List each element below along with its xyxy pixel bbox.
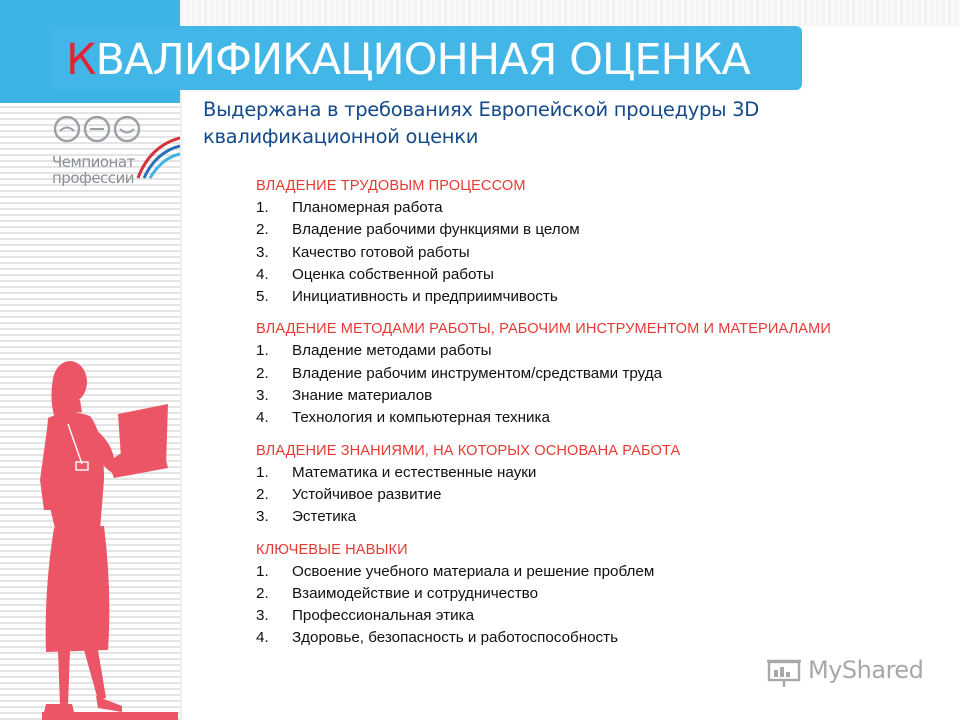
- logo-text: [52, 154, 135, 186]
- item-text: Здоровье, безопасность и работоспособность: [292, 629, 619, 647]
- criteria-section: [256, 539, 936, 650]
- criteria-list: [256, 462, 936, 529]
- item-text: Освоение учебного материала и решение проблем: [292, 562, 655, 580]
- item-number: 1.: [256, 199, 269, 216]
- item-number: 3.: [256, 508, 269, 526]
- item-number: 4.: [256, 265, 269, 283]
- item-text: Профессиональная этика: [292, 607, 475, 625]
- item-number: 5.: [256, 288, 269, 306]
- item-text: Устойчивое развитие: [292, 485, 442, 503]
- item-text: Владение рабочими функциями в целом: [292, 221, 580, 239]
- criteria-section: [256, 318, 936, 429]
- list-item: [256, 242, 936, 264]
- section-heading: ВЛАДЕНИЕ ТРУДОВЫМ ПРОЦЕССОМ: [256, 178, 526, 194]
- item-number: 3.: [256, 607, 269, 625]
- presentation-board-icon: [766, 658, 802, 688]
- top-decor-strip: [180, 0, 960, 26]
- item-number: 4.: [256, 409, 269, 427]
- criteria-content: [256, 175, 936, 660]
- item-text: Владение рабочим инструментом/средствами труда: [292, 364, 663, 382]
- logo-line-2: профессии: [52, 169, 135, 187]
- item-number: 2.: [256, 221, 269, 239]
- list-item: [256, 583, 936, 605]
- item-text: Эстетика: [292, 508, 357, 526]
- item-text: Знание материалов: [292, 387, 433, 405]
- section-heading: ВЛАДЕНИЕ МЕТОДАМИ РАБОТЫ, РАБОЧИМ ИНСТРУМЕНТОМ И МАТЕРИАЛАМИ: [256, 321, 831, 338]
- item-number: 1.: [256, 463, 269, 481]
- item-number: 1.: [256, 562, 269, 580]
- item-text: Оценка собственной работы: [292, 265, 494, 283]
- slide-subtitle: Выдержана в требованиях Европейской процедуры 3D квалификационной оценки: [203, 98, 759, 148]
- list-item: [256, 506, 936, 528]
- list-item: [256, 264, 936, 286]
- item-text: Инициативность и предприимчивость: [292, 288, 558, 306]
- item-text: Владение методами работы: [292, 342, 492, 360]
- item-number: 2.: [256, 485, 269, 503]
- section-heading: КЛЮЧЕВЫЕ НАВЫКИ: [256, 541, 408, 558]
- item-text: Планомерная работа: [292, 199, 443, 216]
- criteria-list: [256, 340, 936, 429]
- list-item: [256, 340, 936, 362]
- woman-with-laptop-silhouette: [18, 360, 178, 720]
- item-number: 2.: [256, 364, 269, 382]
- item-number: 1.: [256, 342, 269, 360]
- title-first-letter: К: [66, 35, 96, 85]
- panel-divider: [180, 0, 182, 720]
- list-item: [256, 286, 936, 308]
- item-number: 2.: [256, 584, 269, 602]
- logo-line-1: Чемпионат: [52, 153, 135, 171]
- list-item: [256, 407, 936, 429]
- list-item: [256, 605, 936, 627]
- item-text: Математика и естественные науки: [292, 463, 537, 481]
- slide-title: [66, 36, 750, 84]
- item-text: Технология и компьютерная техника: [292, 409, 550, 427]
- list-item: [256, 219, 936, 241]
- section-heading: ВЛАДЕНИЕ ЗНАНИЯМИ, НА КОТОРЫХ ОСНОВАНА РАБОТА: [256, 442, 681, 459]
- criteria-list: [256, 197, 936, 308]
- list-item: [256, 462, 936, 484]
- criteria-list: [256, 561, 936, 650]
- item-number: 4.: [256, 629, 269, 647]
- item-text: Взаимодействие и сотрудничество: [292, 584, 539, 602]
- list-item: [256, 363, 936, 385]
- watermark-text: MyShared: [808, 656, 924, 684]
- list-item: [256, 627, 936, 649]
- list-item: [256, 385, 936, 407]
- title-rest: ВАЛИФИКАЦИОННАЯ ОЦЕНКА: [95, 35, 750, 85]
- myshared-watermark[interactable]: [766, 658, 936, 690]
- championship-logo: [50, 116, 180, 192]
- list-item: [256, 484, 936, 506]
- criteria-section: [256, 440, 936, 529]
- list-item: [256, 561, 936, 583]
- list-item: [256, 197, 936, 219]
- item-text: Качество готовой работы: [292, 243, 470, 261]
- item-number: 3.: [256, 243, 269, 261]
- title-banner: [50, 26, 802, 90]
- item-number: 3.: [256, 387, 269, 405]
- criteria-section: [256, 175, 936, 308]
